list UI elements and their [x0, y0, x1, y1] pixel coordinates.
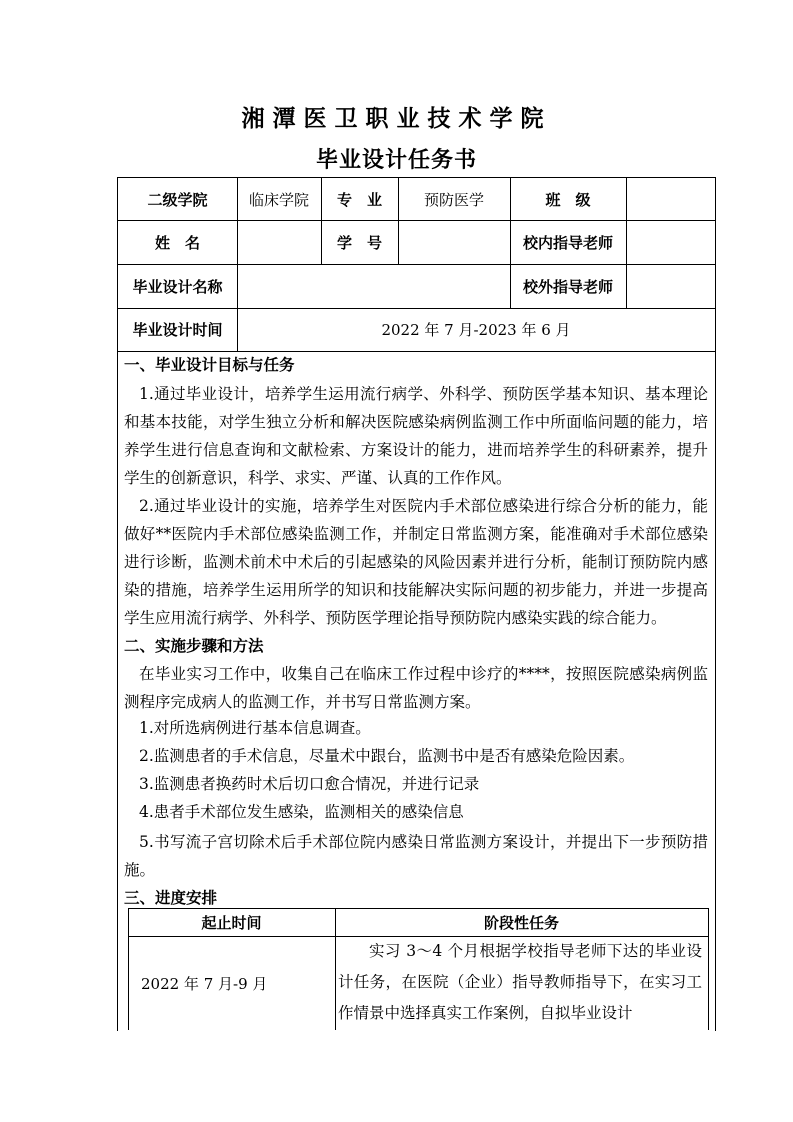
section2-step-2: 2.监测患者的手术信息，尽量术中跟台，监测书中是否有感染危险因素。: [139, 747, 635, 765]
schedule-table: [128, 908, 708, 1030]
design-time-value[interactable]: 2022 年 7 月-2023 年 6 月: [381, 321, 571, 339]
section2-step-1: 1.对所选病例进行基本信息调查。: [139, 719, 371, 737]
major-value[interactable]: 预防医学: [423, 190, 484, 209]
section1-heading: 一、毕业设计目标与任务: [124, 356, 295, 374]
college-label: 二级学院: [147, 190, 208, 209]
section2-step-3: 3.监测患者换药时术后切口愈合情况，并进行记录: [139, 775, 480, 793]
class-label: 班 级: [545, 190, 591, 209]
section2-heading: 二、实施步骤和方法: [124, 637, 264, 655]
section2-step-5: 5.书写流子宫切除术后手术部位院内感染日常监测方案设计，并提出下一步预防措施。: [124, 833, 708, 879]
schedule-header-time: 起止时间: [201, 913, 262, 932]
section1-paragraph-1: 1.通过毕业设计，培养学生运用流行病学、外科学、预防医学基本知识、基本理论和基本技能，对学生独立分析和解决医院感染病例监测工作中所面临问题的能力，培养学生进行信息查询和文献检索、方案设计的能力，进而培养学生的科研素养，提升学生的创新意识，科学、求实、严谨、认真的工作作风。: [124, 385, 708, 487]
external-advisor-label: 校外指导老师: [522, 277, 613, 296]
external-advisor-value[interactable]: [626, 264, 715, 308]
internal-advisor-label: 校内指导老师: [522, 233, 613, 252]
student-id-label: 学 号: [336, 233, 382, 252]
internal-advisor-value[interactable]: [626, 220, 715, 264]
name-label: 姓 名: [154, 233, 200, 252]
student-id-value[interactable]: [398, 220, 510, 264]
name-value[interactable]: [237, 220, 321, 264]
college-value[interactable]: 临床学院: [248, 190, 309, 209]
section1-paragraph-2: 2.通过毕业设计的实施，培养学生对医院内手术部位感染进行综合分析的能力，能做好**医院内手术部位感染监测工作，并制定日常监测方案，能准确对手术部位感染进行诊断，监测术前术中术后的引起感染的风险因素并进行分析，能制订预防院内感染的措施，培养学生运用所学的知识和技能解决实际问题的初步能力，并进一步提高学生应用流行病学、外科学、预防医学理论指导预防院内感染实践的综合能力。: [124, 497, 708, 627]
design-time-label: 毕业设计时间: [132, 321, 223, 339]
school-name: 湘潭医卫职业技术学院: [241, 105, 552, 132]
design-name-label: 毕业设计名称: [132, 277, 223, 296]
major-label: 专 业: [336, 190, 382, 209]
design-name-value[interactable]: [237, 264, 510, 308]
section2-step-4: 4.患者手术部位发生感染，监测相关的感染信息: [139, 803, 464, 821]
schedule-row-time: 2022 年 7 月-9 月: [141, 974, 268, 993]
schedule-row-task: 实习 3～4 个月根据学校指导老师下达的毕业设计任务，在医院（企业）指导教师指导下，在实习工作情景中选择真实工作案例，自拟毕业设计: [338, 942, 702, 1022]
schedule-header-task: 阶段性任务: [483, 913, 559, 932]
document-title: 毕业设计任务书: [315, 147, 477, 173]
class-value[interactable]: [626, 178, 715, 220]
section2-intro: 在毕业实习工作中，收集自己在临床工作过程中诊疗的****，按照医院感染病例监测程序完成病人的监测工作，并书写日常监测方案。: [124, 665, 708, 711]
section3-heading: 三、进度安排: [124, 889, 218, 907]
